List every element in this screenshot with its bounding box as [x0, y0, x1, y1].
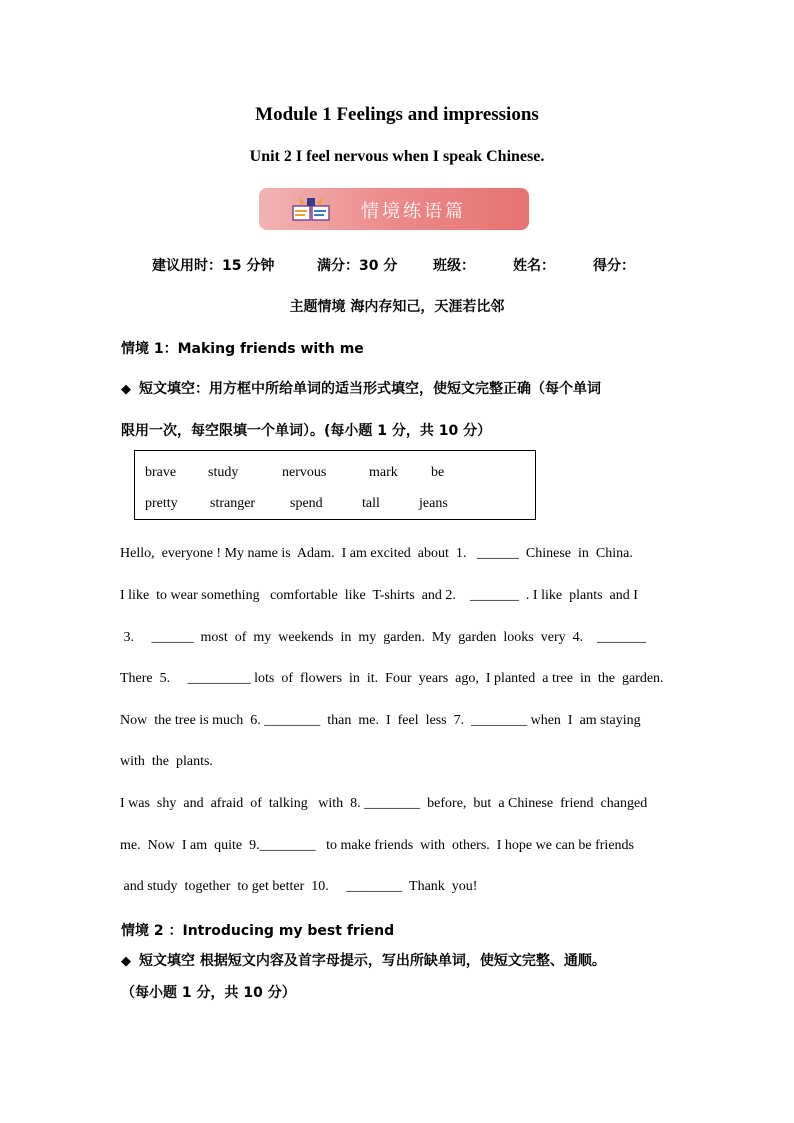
passage-line: I was shy and afraid of talking with 8. ________ before, but a Chinese friend changed [120, 796, 648, 811]
word: nervous [282, 465, 327, 480]
passage-line: Now the tree is much 6. ________ than me. I feel less 7. ________ when I am staying [120, 713, 641, 728]
section2-instruction [121, 950, 606, 970]
info-score: 满分：30 分 [317, 258, 398, 274]
info-name: 姓名： [513, 258, 555, 274]
open-book-icon [291, 194, 331, 224]
word: stranger [210, 496, 256, 511]
word: jeans [419, 496, 448, 511]
word: brave [145, 465, 177, 480]
passage-line: and study together to get better 10. ________ Thank you! [120, 879, 478, 894]
word: study [208, 465, 239, 480]
word: tall [362, 496, 380, 511]
word: mark [369, 465, 398, 480]
theme-line: 主题情境 海内存知己，天涯若比邻 [289, 299, 505, 315]
passage-line: 3. ______ most of my weekends in my garden. My garden looks very 4. _______ [120, 630, 647, 645]
info-result: 得分： [593, 258, 635, 274]
info-class: 班级： [433, 258, 475, 274]
word: spend [290, 496, 323, 511]
passage-line: with the plants. [120, 754, 213, 769]
instruction-line2: 限用一次，每空限填一个单词）。(每小题 1 分，共 10 分） [121, 423, 492, 439]
section2-instruction-line2: （每小题 1 分，共 10 分） [121, 985, 296, 1001]
banner-label: 情境练语篇 [361, 201, 466, 222]
passage-line: Hello, everyone ! My name is Adam. I am excited about 1. ______ Chinese in China. [120, 546, 633, 561]
page-subtitle: Unit 2 I feel nervous when I speak Chinese. [249, 148, 545, 165]
passage-line: There 5. _________ lots of flowers in it. Four years ago, I planted a tree in the garden. [120, 671, 664, 686]
section2-heading: 情境 2 ：Introducing my best friend [121, 923, 395, 939]
info-time: 建议用时：15 分钟 [152, 258, 275, 274]
page-title: Module 1 Feelings and impressions [255, 104, 539, 125]
diamond-bullet-icon: ◆ [121, 954, 131, 969]
section1-instruction [121, 378, 601, 398]
instruction-line1: 短文填空：用方框中所给单词的适当形式填空，使短文完整正确（每个单词 [139, 381, 601, 397]
section-banner [259, 188, 529, 230]
section1-heading: 情境 1：Making friends with me [121, 341, 364, 357]
word-box [134, 450, 536, 520]
section2-instruction-line1: 短文填空 根据短文内容及首字母提示，写出所缺单词，使短文完整、通顺。 [139, 953, 606, 969]
diamond-bullet-icon: ◆ [121, 382, 131, 397]
passage-line: I like to wear something comfortable like T-shirts and 2. _______ . I like plants and I [120, 588, 638, 603]
passage-line: me. Now I am quite 9.________ to make friends with others. I hope we can be friends [120, 838, 634, 853]
word: be [431, 465, 445, 480]
word: pretty [145, 496, 178, 511]
